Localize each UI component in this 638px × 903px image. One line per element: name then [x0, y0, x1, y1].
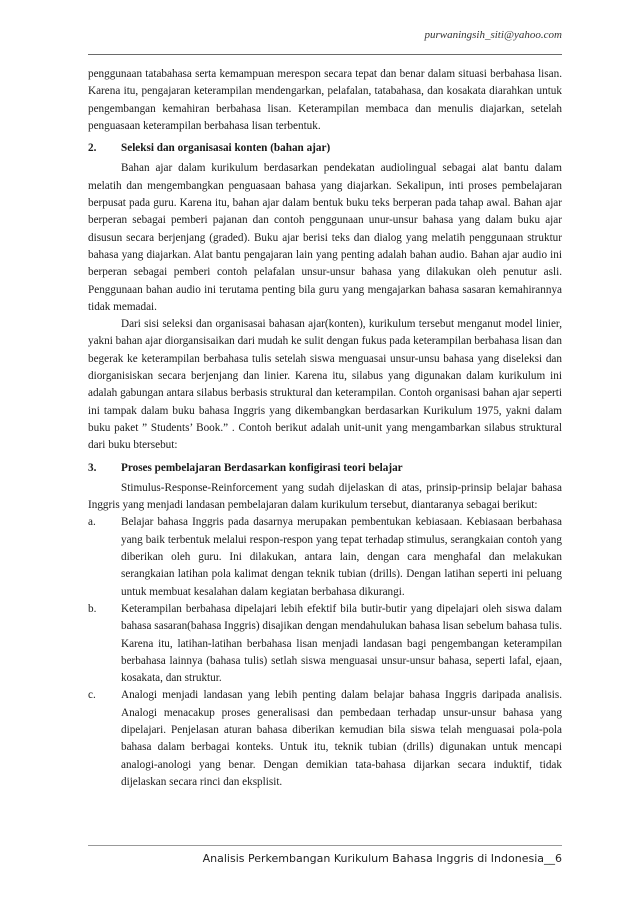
- list-item-marker: c.: [88, 689, 96, 702]
- section-3-title: Proses pembelajaran Berdasarkan konfigirasi teori belajar: [121, 461, 403, 474]
- section-3-paragraph-1: Stimulus-Response-Reinforcement yang sudah dijelaskan di atas, prinsip-prinsip belajar bahasa Inggris yang menjadi landasan pembelajaran dalam kurikulum tersebut, diantaranya sebagai berikut:: [88, 481, 562, 512]
- list-item: [88, 514, 562, 600]
- section-2-title: Seleksi dan organisasai konten (bahan ajar): [121, 142, 331, 155]
- list-item: [88, 601, 562, 687]
- footer-text: Analisis Perkembangan Kurikulum Bahasa Inggris di Indonesia__6: [202, 852, 562, 865]
- section-2-number: 2.: [88, 142, 97, 155]
- list-item-text: Analogi menjadi landasan yang lebih penting dalam belajar bahasa Inggris daripada analisis. Analogi menacakup proses generalisasi dan pembedaan terhadap unsur-unsur bahasa yang dipelajari. Penjelasan aturan bahasa diberikan kemudian bila siswa telah menguasai pola-pola bahasa dalam berbagai konteks. Untuk itu, teknik tubian (drills) digunakan untuk mencapi analogi-anologi yang benar. Dengan demikian tata-bahasa dijarkan secara induktif, tidak dijelaskan secara rinci dan eksplisit.: [121, 689, 562, 788]
- list-item-marker: a.: [88, 516, 96, 529]
- header-divider: [88, 54, 562, 55]
- section-2-heading: [88, 140, 562, 157]
- list-item-text: Belajar bahasa Inggris pada dasarnya merupakan pembentukan kebiasaan. Kebiasaan berbahasa yang baik terbentuk melalui respon-respon yang tepat terhadap stimulus, serangkaian contoh yang diberikan oleh guru. Ini dilakukan, antara lain, dengan cara menghafal dan melakukan serangkaian latihan pola kalimat dengan teknik tubian (drills). Dengan latihan seperti ini peluang untuk membuat kesalahan dalam kegiatan berbahasa dikurangi.: [121, 516, 562, 598]
- principles-list: [88, 514, 562, 791]
- list-item-marker: b.: [88, 602, 97, 615]
- list-item-text: Keterampilan berbahasa dipelajari lebih efektif bila butir-butir yang dipelajari oleh siswa dalam bahasa sasaran(bahasa Inggris) disajikan dengan mendahulukan bahasa lisan sebelum bahasa tulis. Karena itu, latihan-latihan berbahasa lisan menjadi landasan bagi pengembangan keterampilan berbahasa lainnya (bahasa tulis) setlah siswa menguasai unsur-unsur bahasa, seperti lafal, ejaan, kosakata, dan struktur.: [121, 602, 562, 685]
- intro-paragraph: penggunaan tatabahasa serta kemampuan merespon secara tepat dan benar dalam situasi berbahasa lisan. Karena itu, pengajaran keterampilan mendengarkan, pelafalan, tatabahasa, dan kosakata diarahkan untuk pengembangan kemahiran berbahasa lisan. Keterampilan membaca dan menulis diajarkan, setelah penguasaan keterampilan berbahasa lisan terbentuk.: [88, 68, 562, 132]
- list-item: [88, 687, 562, 791]
- footer-divider: [88, 845, 562, 846]
- page-content: [88, 66, 562, 791]
- section-3-number: 3.: [88, 461, 97, 474]
- section-2-paragraph-2: Dari sisi seleksi dan organisasai bahasan ajar(konten), kurikulum tersebut menganut model linier, yakni bahan ajar diorgansisaikan dari mudah ke sulit dengan fukus pada keterampilan berbahasa lisan dan begerak ke keterampilan berbahasa tulis setelah siswa menguasai unsur-unsu bahasa yang diseleksi dan diorganisiskan secara berjenjang dan linier. Karena itu, silabus yang digunakan dalam kurikulum ini adalah gabungan antara silabus berbasis struktural dan keterampilan. Contoh organisasi bahan ajar seperti ini tampak dalam buku bahasa Inggris yang dikembangkan berdasarkan Kurikulum 1975, yakni dalam buku paket ” Students’ Book.” . Contoh berikut adalah unit-unit yang mengambarkan silabus struktural dari buku btersebut:: [88, 318, 562, 452]
- header-email: purwaningsih_siti@yahoo.com: [424, 29, 562, 41]
- section-2-paragraph-1: Bahan ajar dalam kurikulum berdasarkan pendekatan audiolingual sebagai alat bantu dalam melatih dan mengembangkan penguasaan bahasa yang diajarkan. Sekalipun, inti proses pembelajaran berpusat pada guru. Karena itu, bahan ajar dalam bentuk buku teks berperan pada tahap awal. Bahan ajar berperan sebagai pemberi pajanan dan contoh penggunaan unur-unsur bahasa yang dalam buku ajar disusun secara berjenjang (graded). Buku ajar berisi teks dan dialog yang melatih penggunaan struktur bahasa yang diajarkan. Alat bantu pengajaran lain yang penting adalah bahan audio. Bahan ajar audio ini berperan sebagai pemberi contoh pelafalan unsur-unsur bahasa yang dilakukan oleh penutur asli. Penggunaan bahan audio ini terutama penting bila guru yang mengajarkan bahasa sasaran kemahirannya tidak memadai.: [88, 162, 562, 313]
- section-3-heading: [88, 460, 562, 477]
